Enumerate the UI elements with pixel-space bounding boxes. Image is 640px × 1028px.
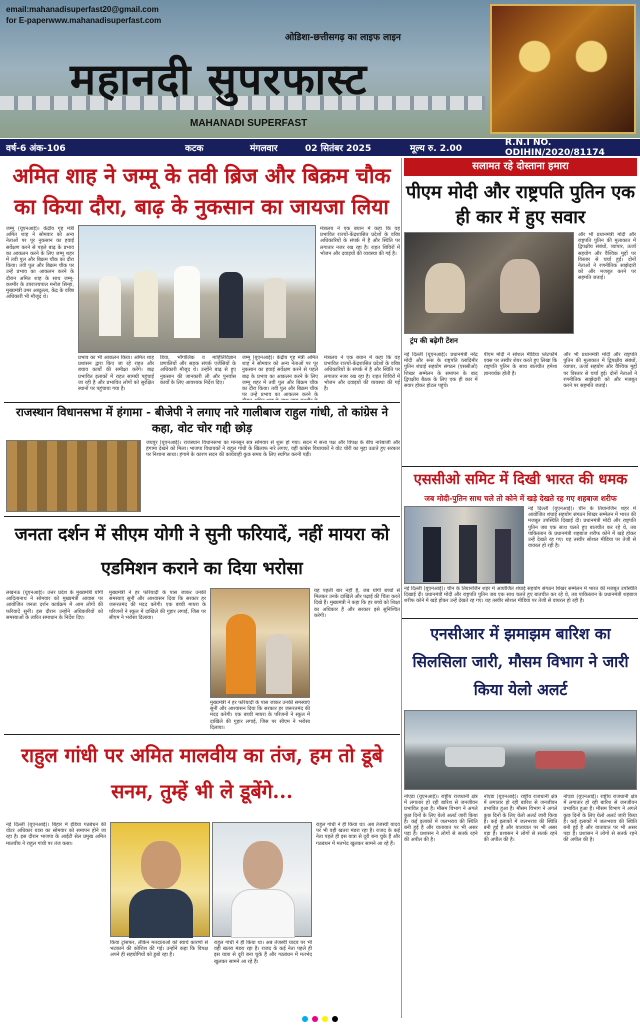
divider [402,618,638,619]
story7-lower-cols [110,940,312,1014]
story6-text: नोएडा (यूएनआई)। राष्ट्रीय राजधानी क्षेत्र में लगातार हो रही बारिश से जनजीवन प्रभावित हुआ है। मौसम विभाग ने अगले कुछ दिनों के लिए येलो अलर्ट जारी किया है। कई इलाकों में जलभराव की स्थिति बनी हुई है और यातायात पर भी असर पड़ा है। प्रशासन ने लोगों से सतर्क रहने की अपील की है। [563,794,638,844]
story3-text: जयपुर (यूएनआई)। राजस्थान विधानसभा का मानसून सत्र सोमवार से शुरू हो गया। सदन में सत्ता पक्ष और विपक्ष के बीच नारेबाजी और हंगामा देखने को मिला। भाजपा विधायकों ने राहुल गांधी के खिलाफ नारे लगाए, वहीं कांग्रेस विधायकों ने वोट चोरी का मुद्दा उठाते हुए सरकार पर निशाना साधा। हंगामे के कारण सदन की कार्यवाही कुछ समय के लिए स्थगित करनी पड़ी। [146,440,400,459]
divider [4,402,400,403]
story2-caption: ट्रंप की बढ़ेगी टेंशन [410,337,458,345]
email-text: email:mahanadisuperfast20@gmail.com [6,5,159,14]
story4-photo [404,506,524,584]
story3-headline[interactable]: राजस्थान विधानसभा में हंगामा - बीजेपी ने लगाए नारे गालीबाज राहुल गांधी, तो कांग्रेस ने कहा, वोट चोर गद्दी छोड़ [16,405,388,435]
issue-number: वर्ष-6 अंक-106 [6,144,66,154]
story6-text: नोएडा (यूएनआई)। राष्ट्रीय राजधानी क्षेत्र में लगातार हो रही बारिश से जनजीवन प्रभावित हुआ है। मौसम विभाग ने अगले कुछ दिनों के लिए येलो अलर्ट जारी किया है। कई इलाकों में जलभराव की स्थिति बनी हुई है और यातायात पर भी असर पड़ा है। प्रशासन ने लोगों से सतर्क रहने की अपील की है। [483,794,558,844]
story7-text: किया ट्रांसफर, लेकिन मतदाताओं को स्वार्थ कारणों से भटकाने की कोशिश की गई। उन्होंने कहा कि विपक्ष अपने ही सहयोगियों को डुबो रहा है। [110,940,208,959]
story7-text: राहुल गांधी ने ही किया था। अब तेजस्वी यादव पर भी वही खतरा मंडरा रहा है। राजद के कई नेता पहले ही इस यात्रा से दूरी बना चुके हैं और गठबंधन में मतभेद खुलकर सामने आ रहे हैं। [316,822,400,847]
story2-text: और भी प्रधानमंत्री मोदी और राष्ट्रपति पुतिन की मुलाकात में द्विपक्षीय संबंधों, व्यापार, ऊर्जा सहयोग और वैश्विक मुद्दों पर विस्तार से चर्चा हुई। दोनों नेताओं ने रणनीतिक साझेदारी को और मजबूत करने पर सहमति जताई। [578,232,636,282]
story2-text: पीएम मोदी ने सोशल मीडिया प्लेटफॉर्म एक्स पर तस्वीर शेयर करते हुए लिखा कि राष्ट्रपति पुतिन के साथ बातचीत हमेशा ज्ञानवर्धक होती है। [483,352,558,377]
story5-text: मुख्यमंत्री ने हर फरियादी के पास जाकर उनकी समस्याएं सुनीं और आश्वासन दिया कि सरकार हर जरूरतमंद की मदद करेगी। एक बच्ची मायरा के परिजनों ने स्कूल में दाखिले की गुहार लगाई, जिस पर सीएम ने भरोसा दिलाया। [109,590,206,621]
story2-text: और भी प्रधानमंत्री मोदी और राष्ट्रपति पुतिन की मुलाकात में द्विपक्षीय संबंधों, व्यापार, ऊर्जा सहयोग और वैश्विक मुद्दों पर विस्तार से चर्चा हुई। दोनों नेताओं ने रणनीतिक साझेदारी को और मजबूत करने पर सहमति जताई। [563,352,638,390]
story1-text: जम्मू (यूएनआई)। केंद्रीय गृह मंत्री अमित शाह ने सोमवार को अन्य नेताओं पर पूर नुकसान का हवाई सर्वेक्षण करने से पहले बाढ़ के प्रभाव का आकलन करने के लिए जम्मू शहर में तवी पुल और बिक्रम चौक का दौरा किया। तवी पुल और बिक्रम चौक पर उन्हें प्रभाव का आकलन करने के [242,355,318,399]
story4-subhead: जब मोदी-पुतिन साथ चले तो कोने में खड़े देखते रह गए शहबाज शरीफ [424,494,617,503]
story2-col-right [578,232,636,352]
price: मूल्य रु. 2.00 [410,144,462,154]
edition-city: कटक [185,144,204,154]
story5-text: मुख्यमंत्री ने हर फरियादी के पास जाकर उनकी समस्याएं सुनीं और आश्वासन दिया कि सरकार हर जरूरतमंद की मदद करेगी। एक बच्ची मायरा के परिजनों ने स्कूल में दाखिले की गुहार लगाई, जिस पर सीएम ने भरोसा दिलाया। [210,700,310,730]
story7-photo-rahul [212,822,312,937]
masthead [0,0,640,138]
story1-lower-cols [78,355,400,400]
story6-headline[interactable]: एनसीआर में झमाझम बारिश का सिलसिला जारी, मौसम विभाग ने जारी किया येलो अलर्ट [412,624,629,699]
story4-col-right [528,506,636,584]
newspaper-title: महानदी सुपरफास्ट [70,55,368,105]
story2-headline[interactable]: पीएम मोदी और राष्ट्रपति पुतिन एक ही कार में हुए सवार [406,182,635,228]
story1-text: जम्मू (यूएनआई)। केंद्रीय गृह मंत्री अमित शाह ने सोमवार को अन्य नेताओं पर पूर नुकसान का हवाई सर्वेक्षण करने से पहले बाढ़ के प्रभाव का आकलन करने के लिए जम्मू शहर में तवी पुल और बिक्रम चौक का दौरा किया। तवी पुल और बिक्रम चौक पर उन्हें प्रभाव का आकलन करने के दौरान अमित शाह के साथ जम्मू-कश्मीर के उपराज्यपाल मनोज सिन्हा, मुख्यमंत्री उमर अब्दुल्ला, केंद्र के वरिष्ठ अधिकारी भी मौजूद थे। [6,226,74,301]
story3-cols [146,440,400,512]
story2-photo [404,232,574,334]
story2-kicker: सलामत रहे दोस्ताना हमारा [404,158,637,176]
divider [4,734,400,735]
story2-cols [404,352,637,462]
story7-text: राहुल गांधी ने ही किया था। अब तेजस्वी यादव पर भी वही खतरा मंडरा रहा है। राजद के कई नेता पहले ही इस यात्रा से दूरी बना चुके हैं और गठबंधन में मतभेद खुलकर सामने आ रहे हैं। [214,940,312,965]
story4-headline[interactable]: एससीओ समिट में दिखी भारत की धमक [413,471,628,488]
epaper-link[interactable]: for E-paperwww.mahanadisuperfast.com [6,16,162,25]
column-separator [401,158,402,1018]
story6-photo [404,710,637,790]
story1-text: मंत्रालय ने एक बयान में कहा कि वह प्रभावित राज्यों-केंद्रशासित प्रदेशों के वरिष्ठ अधिकारियों के संपर्क में है और स्थिति पर लगातार नजर रख रहा है। राहत शिविरों में भोजन और दवाइयों की व्यवस्था की गई है। [320,226,400,257]
story6-text: नोएडा (यूएनआई)। राष्ट्रीय राजधानी क्षेत्र में लगातार हो रही बारिश से जनजीवन प्रभावित हुआ है। मौसम विभाग ने अगले कुछ दिनों के लिए येलो अलर्ट जारी किया है। कई इलाकों में जलभराव की स्थिति बनी हुई है और यातायात पर भी असर पड़ा है। प्रशासन ने लोगों से सतर्क रहने की अपील की है। [404,794,478,844]
story5-col-under-photo [210,700,310,730]
story4-cols [404,586,637,616]
story5-text: यह पहली बार नहीं है, जब योगी बच्चों से मिलकर उनके दाखिले और पढ़ाई की चिंता करते दिखे हैं। मुख्यमंत्री ने कहा कि हर बच्चे को शिक्षा का अधिकार है और सरकार इसे सुनिश्चित करेगी। [314,588,400,619]
newspaper-subtitle: MAHANADI SUPERFAST [190,118,308,129]
story1-text: डिया, भौगोलिक व माहितिविज्ञान प्रणालियों और सड़क संपर्क एजेंसियों के अधिकारी मौजूद थे। उन्होंने बाढ़ से हुए नुकसान की जानकारी ली और पुनर्वास कार्यों के लिए आवश्यक निर्देश दिए। [160,355,236,386]
story7-col-right [316,822,400,1014]
story6-cols [404,794,637,1014]
story4-text: नई दिल्ली (यूएनआई)। चीन के तियानजिन शहर में आयोजित शंघाई सहयोग संगठन शिखर सम्मेलन में भारत की मजबूत उपस्थिति दिखाई दी। प्रधानमंत्री मोदी और राष्ट्रपति पुतिन जब एक साथ चलते हुए बातचीत कर रहे थे, तब पाकिस्तान के प्रधानमंत्री शहबाज शरीफ कोने में खड़े होकर उन्हें देखते रह गए। यह तस्वीर सोशल मीडिया पर तेजी से वायरल हो रही है। [404,586,637,605]
story5-headline[interactable]: जनता दर्शन में सीएम योगी ने सुनी फरियादें, नहीं मायरा को एडमिशन कराने का दिया भरोसा [14,525,390,579]
story7-headline[interactable]: राहुल गांधी पर अमित मालवीय का तंज, हम तो डूबे सनम, तुम्हें भी ले डूबेंगे... [21,744,383,803]
divider [402,466,638,467]
deity-image [490,4,636,134]
story1-text: मंत्रालय ने एक बयान में कहा कि वह प्रभावित राज्यों-केंद्रशासित प्रदेशों के वरिष्ठ अधिकारियों के संपर्क में है और स्थिति पर लगातार नजर रख रहा है। राहत शिविरों में भोजन और दवाइयों की व्यवस्था की गई है। [324,355,400,393]
story3-photo [6,440,141,512]
story7-photo-malviya [110,822,210,937]
issue-date: 02 सितंबर 2025 [305,144,372,154]
story5-text: लखनऊ (यूएनआई)। उत्तर प्रदेश के मुख्यमंत्री योगी आदित्यनाथ ने सोमवार को मुख्यमंत्री आवास पर आयोजित जनता दर्शन कार्यक्रम में आम लोगों की फरियादें सुनीं। इस दौरान उन्होंने अधिकारियों को समस्याओं के त्वरित समाधान के निर्देश दिए। [6,590,103,621]
divider [4,516,400,517]
story5-photo [210,588,310,698]
contact-info [6,4,161,26]
story1-text: प्रभाव का भी आकलन किया। अमित शाह प्रशासन द्वारा किए जा रहे राहत और बचाव कार्यों की समीक्षा करेंगे। बाढ़ प्रभावित इलाकों में राहत सामग्री पहुंचाई जा रही है और प्रभावित लोगों को सुरक्षित स्थानों पर पहुंचाया गया है। [78,355,154,393]
story1-col-d [320,226,400,356]
story1-photo [78,225,316,353]
story5-col-right [314,588,400,728]
weekday: मंगलवार [250,144,278,154]
tagline: ओडिशा-छत्तीसगढ़ का लाइफ लाइन [285,33,401,43]
story2-text: नई दिल्ली (यूएनआई)। प्रधानमंत्री नरेंद्र मोदी और रूस के राष्ट्रपति व्लादिमीर पुतिन शंघाई सहयोग संगठन (एससीओ) शिखर सम्मेलन के समापन के बाद द्विपक्षीय बैठक के लिए एक ही कार में सवार होकर होटल पहुंचे। [404,352,478,390]
registration-marks [0,1016,640,1026]
story1-headline[interactable]: अमित शाह ने जम्मू के तवी ब्रिज और बिक्रम चौक का किया दौरा, बाढ़ के नुकसान का जायजा लिया [12,163,391,219]
dateline-bar [0,139,640,156]
rni-number: R.N.I NO. ODIHIN/2020/81174 [505,137,605,158]
story4-text: नई दिल्ली (यूएनआई)। चीन के तियानजिन शहर में आयोजित शंघाई सहयोग संगठन शिखर सम्मेलन में भारत की मजबूत उपस्थिति दिखाई दी। प्रधानमंत्री मोदी और राष्ट्रपति पुतिन जब एक साथ चलते हुए बातचीत कर रहे थे, तब पाकिस्तान के प्रधानमंत्री शहबाज शरीफ कोने में खड़े होकर उन्हें देखते रह गए। यह तस्वीर सोशल मीडिया पर तेजी से वायरल हो रही है। [528,506,636,550]
story7-col-left [6,822,106,1014]
story7-text: नई दिल्ली (यूएनआई)। बिहार में इंडिया गठबंधन की वोटर अधिकार यात्रा का सोमवार को समापन होने जा रहा है। इस दौरान भाजपा के आईटी सेल प्रमुख अमित मालवीय ने राहुल गांधी पर तंज कसा। [6,822,106,847]
story1-col-a [6,226,74,356]
story5-cols-left [6,590,206,730]
